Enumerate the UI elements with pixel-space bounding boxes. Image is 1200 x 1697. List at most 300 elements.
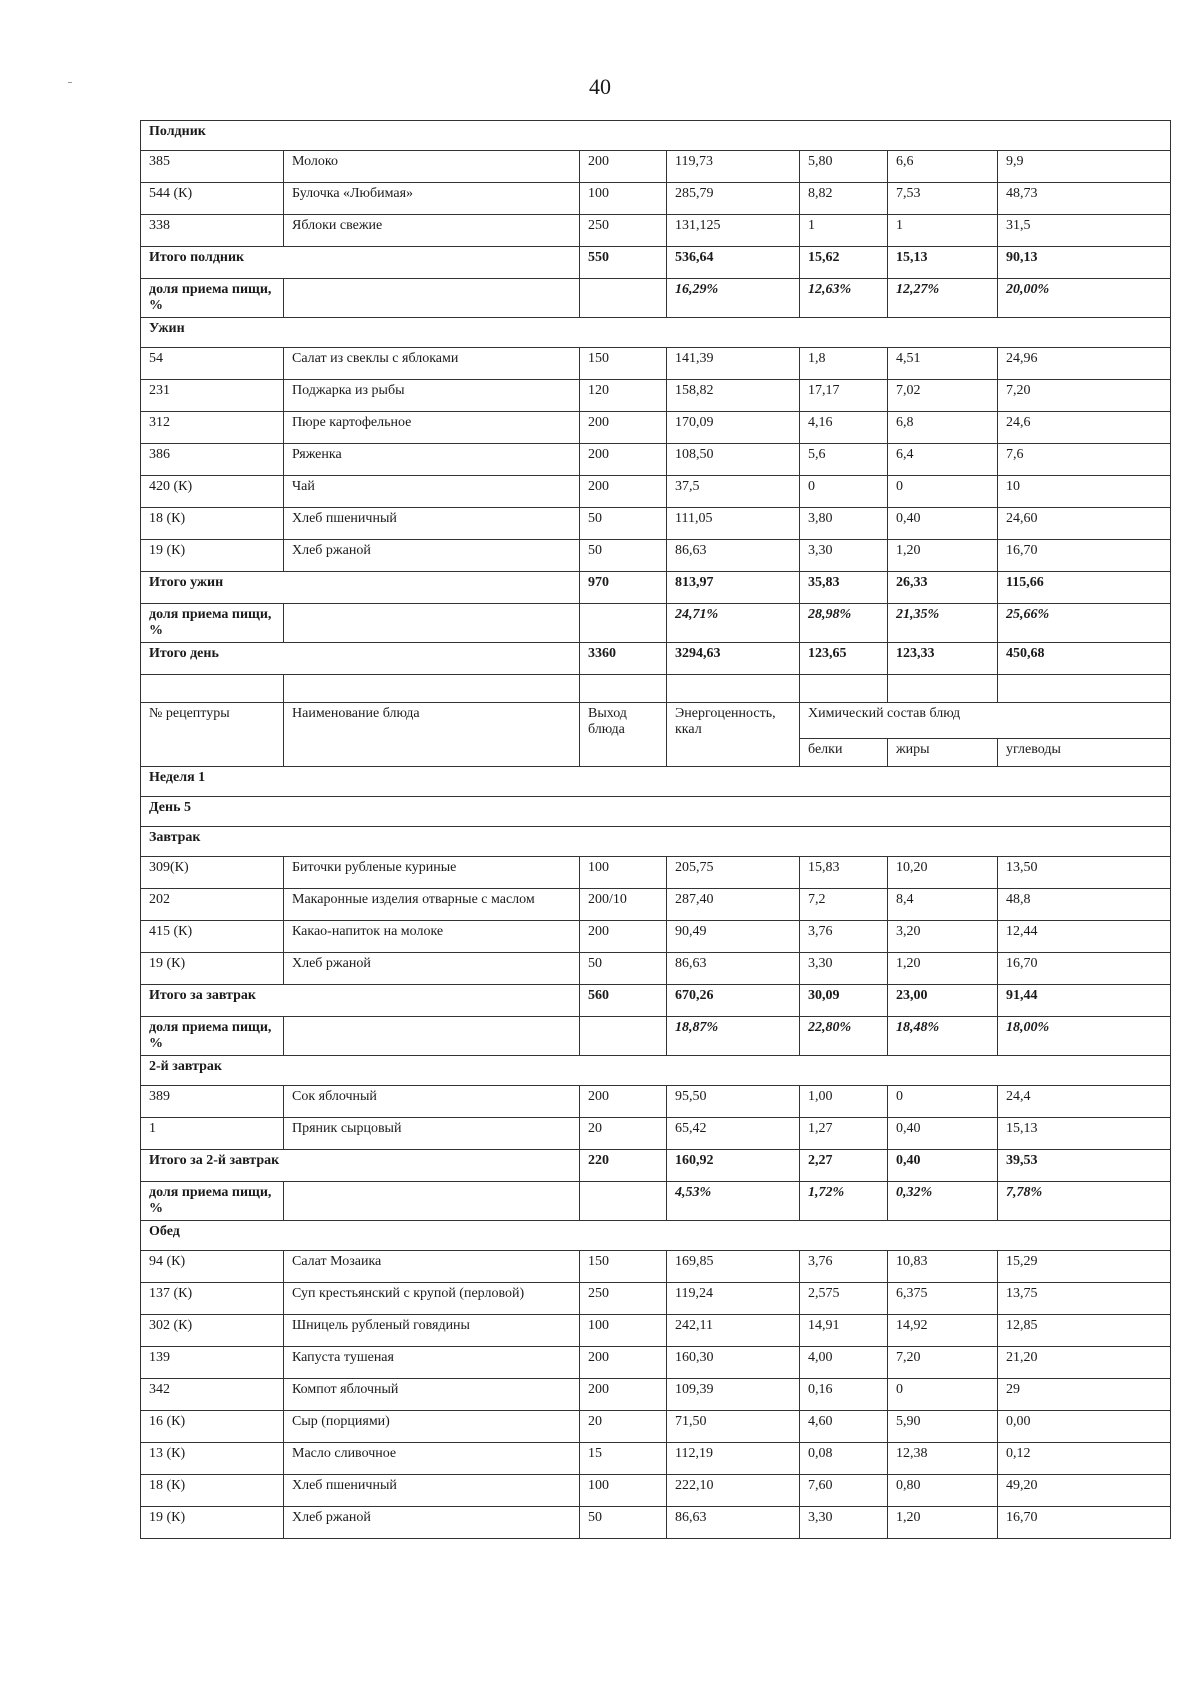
table-row (141, 953, 1171, 985)
total-label: Итого ужин (141, 572, 580, 604)
portion-yield-cell: 200 (580, 1086, 667, 1118)
carbohydrates-cell: 10 (998, 476, 1171, 508)
meal-share-row (141, 279, 1171, 318)
protein-cell: 8,82 (800, 183, 888, 215)
fat-cell: 10,20 (888, 857, 998, 889)
carbohydrates-total-cell: 450,68 (998, 643, 1171, 675)
fat-cell: 0,80 (888, 1475, 998, 1507)
carbohydrates-cell: 16,70 (998, 1507, 1171, 1539)
fat-cell: 8,4 (888, 889, 998, 921)
portion-yield-cell: 50 (580, 1507, 667, 1539)
protein-total-cell: 35,83 (800, 572, 888, 604)
menu-table-body (141, 121, 1171, 1539)
column-header-yield: Выход блюда (580, 703, 667, 767)
blank-cell (998, 675, 1171, 703)
table-row (141, 348, 1171, 380)
share-empty-cell (284, 1017, 580, 1056)
protein-cell: 15,83 (800, 857, 888, 889)
portion-yield-total-cell: 550 (580, 247, 667, 279)
share-empty-cell (284, 1182, 580, 1221)
fat-total-cell: 0,40 (888, 1150, 998, 1182)
fat-share-cell: 18,48% (888, 1017, 998, 1056)
portion-yield-cell: 200 (580, 1347, 667, 1379)
portion-yield-cell: 200 (580, 151, 667, 183)
protein-cell: 0,16 (800, 1379, 888, 1411)
energy-kcal-cell: 287,40 (667, 889, 800, 921)
dish-name-cell: Хлеб пшеничный (284, 1475, 580, 1507)
protein-total-cell: 123,65 (800, 643, 888, 675)
recipe-number-cell: 1 (141, 1118, 284, 1150)
portion-yield-cell: 200 (580, 921, 667, 953)
recipe-number-cell: 544 (К) (141, 183, 284, 215)
dish-name-cell: Салат Мозаика (284, 1251, 580, 1283)
recipe-number-cell: 231 (141, 380, 284, 412)
carbohydrates-cell: 31,5 (998, 215, 1171, 247)
energy-kcal-share-cell: 18,87% (667, 1017, 800, 1056)
recipe-number-cell: 94 (К) (141, 1251, 284, 1283)
energy-kcal-cell: 90,49 (667, 921, 800, 953)
carbohydrates-cell: 16,70 (998, 540, 1171, 572)
energy-kcal-cell: 160,30 (667, 1347, 800, 1379)
portion-yield-cell: 150 (580, 1251, 667, 1283)
carbohydrates-cell: 29 (998, 1379, 1171, 1411)
carbohydrates-cell: 48,8 (998, 889, 1171, 921)
energy-kcal-cell: 131,125 (667, 215, 800, 247)
portion-yield-cell: 150 (580, 348, 667, 380)
protein-cell: 4,60 (800, 1411, 888, 1443)
blank-cell (800, 675, 888, 703)
section-title: Ужин (141, 318, 1171, 348)
portion-yield-cell: 200 (580, 476, 667, 508)
portion-yield-share-cell (580, 604, 667, 643)
fat-total-cell: 15,13 (888, 247, 998, 279)
total-row (141, 643, 1171, 675)
section-header-row (141, 827, 1171, 857)
table-row (141, 1379, 1171, 1411)
carbohydrates-cell: 7,6 (998, 444, 1171, 476)
table-row (141, 1251, 1171, 1283)
portion-yield-cell: 20 (580, 1118, 667, 1150)
total-label: Итого за завтрак (141, 985, 580, 1017)
recipe-number-cell: 312 (141, 412, 284, 444)
energy-kcal-cell: 119,24 (667, 1283, 800, 1315)
dish-name-cell: Компот яблочный (284, 1379, 580, 1411)
carbohydrates-share-cell: 25,66% (998, 604, 1171, 643)
table-row (141, 1283, 1171, 1315)
table-row (141, 1086, 1171, 1118)
column-header-fat: жиры (888, 739, 998, 767)
fat-cell: 1,20 (888, 953, 998, 985)
protein-cell: 2,575 (800, 1283, 888, 1315)
carbohydrates-total-cell: 39,53 (998, 1150, 1171, 1182)
table-row (141, 476, 1171, 508)
carbohydrates-cell: 15,13 (998, 1118, 1171, 1150)
dish-name-cell: Пряник сырцовый (284, 1118, 580, 1150)
fat-cell: 0,40 (888, 508, 998, 540)
column-header-protein: белки (800, 739, 888, 767)
section-title: Полдник (141, 121, 1171, 151)
section-header-row (141, 318, 1171, 348)
share-label: доля приема пищи, % (141, 604, 284, 643)
energy-kcal-cell: 158,82 (667, 380, 800, 412)
energy-kcal-cell: 119,73 (667, 151, 800, 183)
recipe-number-cell: 19 (К) (141, 1507, 284, 1539)
share-empty-cell (284, 604, 580, 643)
portion-yield-total-cell: 220 (580, 1150, 667, 1182)
dish-name-cell: Макаронные изделия отварные с маслом (284, 889, 580, 921)
recipe-number-cell: 54 (141, 348, 284, 380)
fat-cell: 0,40 (888, 1118, 998, 1150)
energy-kcal-share-cell: 4,53% (667, 1182, 800, 1221)
protein-share-cell: 1,72% (800, 1182, 888, 1221)
protein-cell: 1,8 (800, 348, 888, 380)
meal-share-row (141, 1017, 1171, 1056)
dish-name-cell: Хлеб ржаной (284, 953, 580, 985)
total-label: Итого полдник (141, 247, 580, 279)
protein-share-cell: 12,63% (800, 279, 888, 318)
table-row (141, 1118, 1171, 1150)
portion-yield-cell: 20 (580, 1411, 667, 1443)
portion-yield-cell: 50 (580, 508, 667, 540)
section-header-row (141, 1056, 1171, 1086)
fat-share-cell: 21,35% (888, 604, 998, 643)
energy-kcal-cell: 71,50 (667, 1411, 800, 1443)
portion-yield-cell: 200/10 (580, 889, 667, 921)
dish-name-cell: Ряженка (284, 444, 580, 476)
fat-cell: 6,375 (888, 1283, 998, 1315)
carbohydrates-cell: 24,96 (998, 348, 1171, 380)
recipe-number-cell: 137 (К) (141, 1283, 284, 1315)
energy-kcal-cell: 86,63 (667, 1507, 800, 1539)
recipe-number-cell: 18 (К) (141, 1475, 284, 1507)
section-header-row (141, 1221, 1171, 1251)
dish-name-cell: Хлеб ржаной (284, 1507, 580, 1539)
recipe-number-cell: 202 (141, 889, 284, 921)
dish-name-cell: Пюре картофельное (284, 412, 580, 444)
total-row (141, 1150, 1171, 1182)
carbohydrates-total-cell: 91,44 (998, 985, 1171, 1017)
total-row (141, 572, 1171, 604)
carbohydrates-cell: 12,85 (998, 1315, 1171, 1347)
table-row (141, 1411, 1171, 1443)
column-header-name: Наименование блюда (284, 703, 580, 767)
fat-cell: 12,38 (888, 1443, 998, 1475)
dish-name-cell: Суп крестьянский с крупой (перловой) (284, 1283, 580, 1315)
protein-cell: 14,91 (800, 1315, 888, 1347)
recipe-number-cell: 420 (К) (141, 476, 284, 508)
recipe-number-cell: 16 (К) (141, 1411, 284, 1443)
blank-cell (888, 675, 998, 703)
section-title: Завтрак (141, 827, 1171, 857)
table-row (141, 857, 1171, 889)
protein-cell: 3,30 (800, 953, 888, 985)
share-label: доля приема пищи, % (141, 279, 284, 318)
energy-kcal-cell: 65,42 (667, 1118, 800, 1150)
table-row (141, 921, 1171, 953)
energy-kcal-total-cell: 670,26 (667, 985, 800, 1017)
portion-yield-share-cell (580, 279, 667, 318)
fat-cell: 1,20 (888, 1507, 998, 1539)
fat-cell: 1 (888, 215, 998, 247)
dish-name-cell: Масло сливочное (284, 1443, 580, 1475)
energy-kcal-cell: 109,39 (667, 1379, 800, 1411)
recipe-number-cell: 18 (К) (141, 508, 284, 540)
portion-yield-cell: 250 (580, 1283, 667, 1315)
carbohydrates-cell: 49,20 (998, 1475, 1171, 1507)
portion-yield-cell: 100 (580, 857, 667, 889)
table-row (141, 412, 1171, 444)
protein-cell: 7,2 (800, 889, 888, 921)
dish-name-cell: Поджарка из рыбы (284, 380, 580, 412)
table-row (141, 380, 1171, 412)
protein-cell: 17,17 (800, 380, 888, 412)
carbohydrates-cell: 12,44 (998, 921, 1171, 953)
carbohydrates-cell: 9,9 (998, 151, 1171, 183)
portion-yield-cell: 120 (580, 380, 667, 412)
dish-name-cell: Сыр (порциями) (284, 1411, 580, 1443)
recipe-number-cell: 386 (141, 444, 284, 476)
portion-yield-share-cell (580, 1017, 667, 1056)
blank-cell (667, 675, 800, 703)
recipe-number-cell: 385 (141, 151, 284, 183)
blank-row (141, 675, 1171, 703)
section-header-row (141, 797, 1171, 827)
fat-cell: 0 (888, 1086, 998, 1118)
fat-cell: 6,6 (888, 151, 998, 183)
carbohydrates-cell: 0,12 (998, 1443, 1171, 1475)
portion-yield-cell: 200 (580, 444, 667, 476)
carbohydrates-share-cell: 20,00% (998, 279, 1171, 318)
carbohydrates-cell: 13,50 (998, 857, 1171, 889)
energy-kcal-total-cell: 813,97 (667, 572, 800, 604)
dish-name-cell: Какао-напиток на молоке (284, 921, 580, 953)
protein-cell: 3,76 (800, 921, 888, 953)
portion-yield-total-cell: 970 (580, 572, 667, 604)
protein-cell: 0 (800, 476, 888, 508)
blank-cell (580, 675, 667, 703)
fat-cell: 10,83 (888, 1251, 998, 1283)
carbohydrates-cell: 7,20 (998, 380, 1171, 412)
carbohydrates-total-cell: 90,13 (998, 247, 1171, 279)
protein-cell: 3,30 (800, 540, 888, 572)
energy-kcal-cell: 285,79 (667, 183, 800, 215)
protein-cell: 4,16 (800, 412, 888, 444)
portion-yield-cell: 200 (580, 412, 667, 444)
energy-kcal-cell: 86,63 (667, 953, 800, 985)
dish-name-cell: Салат из свеклы с яблоками (284, 348, 580, 380)
table-row (141, 444, 1171, 476)
energy-kcal-cell: 112,19 (667, 1443, 800, 1475)
table-row (141, 540, 1171, 572)
protein-cell: 3,30 (800, 1507, 888, 1539)
scan-mark (68, 82, 72, 83)
dish-name-cell: Чай (284, 476, 580, 508)
fat-cell: 0 (888, 476, 998, 508)
recipe-number-cell: 302 (К) (141, 1315, 284, 1347)
dish-name-cell: Хлеб ржаной (284, 540, 580, 572)
meal-share-row (141, 1182, 1171, 1221)
portion-yield-cell: 100 (580, 183, 667, 215)
meal-share-row (141, 604, 1171, 643)
protein-share-cell: 22,80% (800, 1017, 888, 1056)
carbohydrates-cell: 0,00 (998, 1411, 1171, 1443)
protein-cell: 5,6 (800, 444, 888, 476)
energy-kcal-cell: 222,10 (667, 1475, 800, 1507)
table-row (141, 1475, 1171, 1507)
recipe-number-cell: 13 (К) (141, 1443, 284, 1475)
energy-kcal-cell: 111,05 (667, 508, 800, 540)
energy-kcal-cell: 141,39 (667, 348, 800, 380)
energy-kcal-total-cell: 536,64 (667, 247, 800, 279)
table-row (141, 1507, 1171, 1539)
energy-kcal-cell: 37,5 (667, 476, 800, 508)
portion-yield-share-cell (580, 1182, 667, 1221)
carbohydrates-cell: 16,70 (998, 953, 1171, 985)
recipe-number-cell: 139 (141, 1347, 284, 1379)
protein-cell: 5,80 (800, 151, 888, 183)
recipe-number-cell: 342 (141, 1379, 284, 1411)
table-row (141, 183, 1171, 215)
dish-name-cell: Молоко (284, 151, 580, 183)
portion-yield-cell: 50 (580, 953, 667, 985)
protein-cell: 1,27 (800, 1118, 888, 1150)
dish-name-cell: Сок яблочный (284, 1086, 580, 1118)
carbohydrates-total-cell: 115,66 (998, 572, 1171, 604)
fat-share-cell: 0,32% (888, 1182, 998, 1221)
energy-kcal-cell: 169,85 (667, 1251, 800, 1283)
table-row (141, 151, 1171, 183)
dish-name-cell: Яблоки свежие (284, 215, 580, 247)
carbohydrates-cell: 15,29 (998, 1251, 1171, 1283)
fat-total-cell: 23,00 (888, 985, 998, 1017)
protein-cell: 0,08 (800, 1443, 888, 1475)
protein-cell: 1 (800, 215, 888, 247)
portion-yield-cell: 100 (580, 1475, 667, 1507)
portion-yield-cell: 100 (580, 1315, 667, 1347)
protein-cell: 3,76 (800, 1251, 888, 1283)
carbohydrates-cell: 13,75 (998, 1283, 1171, 1315)
carbohydrates-cell: 48,73 (998, 183, 1171, 215)
share-empty-cell (284, 279, 580, 318)
energy-kcal-share-cell: 24,71% (667, 604, 800, 643)
energy-kcal-share-cell: 16,29% (667, 279, 800, 318)
section-header-row (141, 121, 1171, 151)
fat-cell: 6,8 (888, 412, 998, 444)
carbohydrates-share-cell: 18,00% (998, 1017, 1171, 1056)
energy-kcal-cell: 108,50 (667, 444, 800, 476)
carbohydrates-share-cell: 7,78% (998, 1182, 1171, 1221)
section-title: Обед (141, 1221, 1171, 1251)
fat-cell: 4,51 (888, 348, 998, 380)
recipe-number-cell: 415 (К) (141, 921, 284, 953)
fat-cell: 7,02 (888, 380, 998, 412)
carbohydrates-cell: 24,4 (998, 1086, 1171, 1118)
blank-cell (284, 675, 580, 703)
carbohydrates-cell: 21,20 (998, 1347, 1171, 1379)
share-label: доля приема пищи, % (141, 1017, 284, 1056)
menu-table (140, 120, 1171, 1539)
protein-cell: 1,00 (800, 1086, 888, 1118)
protein-share-cell: 28,98% (800, 604, 888, 643)
portion-yield-cell: 50 (580, 540, 667, 572)
section-title: Неделя 1 (141, 767, 1171, 797)
energy-kcal-cell: 95,50 (667, 1086, 800, 1118)
energy-kcal-cell: 242,11 (667, 1315, 800, 1347)
fat-share-cell: 12,27% (888, 279, 998, 318)
dish-name-cell: Биточки рубленые куриные (284, 857, 580, 889)
table-row (141, 215, 1171, 247)
fat-cell: 7,53 (888, 183, 998, 215)
fat-cell: 1,20 (888, 540, 998, 572)
fat-cell: 6,4 (888, 444, 998, 476)
column-header-recipe: № рецептуры (141, 703, 284, 767)
energy-kcal-cell: 170,09 (667, 412, 800, 444)
fat-cell: 5,90 (888, 1411, 998, 1443)
energy-kcal-cell: 86,63 (667, 540, 800, 572)
dish-name-cell: Шницель рубленый говядины (284, 1315, 580, 1347)
protein-cell: 7,60 (800, 1475, 888, 1507)
recipe-number-cell: 389 (141, 1086, 284, 1118)
protein-total-cell: 2,27 (800, 1150, 888, 1182)
section-header-row (141, 767, 1171, 797)
dish-name-cell: Булочка «Любимая» (284, 183, 580, 215)
portion-yield-total-cell: 3360 (580, 643, 667, 675)
protein-cell: 3,80 (800, 508, 888, 540)
table-row (141, 1443, 1171, 1475)
fat-cell: 0 (888, 1379, 998, 1411)
total-row (141, 247, 1171, 279)
table-row (141, 1315, 1171, 1347)
protein-total-cell: 15,62 (800, 247, 888, 279)
protein-cell: 4,00 (800, 1347, 888, 1379)
portion-yield-cell: 250 (580, 215, 667, 247)
portion-yield-cell: 200 (580, 1379, 667, 1411)
column-header-row (141, 703, 1171, 739)
page-number: 40 (589, 74, 611, 99)
total-label: Итого за 2-й завтрак (141, 1150, 580, 1182)
recipe-number-cell: 309(К) (141, 857, 284, 889)
energy-kcal-total-cell: 3294,63 (667, 643, 800, 675)
portion-yield-cell: 15 (580, 1443, 667, 1475)
protein-total-cell: 30,09 (800, 985, 888, 1017)
column-header-carbs: углеводы (998, 739, 1171, 767)
fat-total-cell: 123,33 (888, 643, 998, 675)
column-header-chemical: Химический состав блюд (800, 703, 1171, 739)
total-label: Итого день (141, 643, 580, 675)
fat-cell: 7,20 (888, 1347, 998, 1379)
energy-kcal-cell: 205,75 (667, 857, 800, 889)
column-header-energy: Энергоценность, ккал (667, 703, 800, 767)
recipe-number-cell: 338 (141, 215, 284, 247)
energy-kcal-total-cell: 160,92 (667, 1150, 800, 1182)
total-row (141, 985, 1171, 1017)
dish-name-cell: Хлеб пшеничный (284, 508, 580, 540)
recipe-number-cell: 19 (К) (141, 540, 284, 572)
table-row (141, 508, 1171, 540)
fat-total-cell: 26,33 (888, 572, 998, 604)
dish-name-cell: Капуста тушеная (284, 1347, 580, 1379)
blank-cell (141, 675, 284, 703)
fat-cell: 3,20 (888, 921, 998, 953)
section-title: День 5 (141, 797, 1171, 827)
portion-yield-total-cell: 560 (580, 985, 667, 1017)
table-row (141, 1347, 1171, 1379)
section-title: 2-й завтрак (141, 1056, 1171, 1086)
recipe-number-cell: 19 (К) (141, 953, 284, 985)
table-row (141, 889, 1171, 921)
fat-cell: 14,92 (888, 1315, 998, 1347)
carbohydrates-cell: 24,6 (998, 412, 1171, 444)
